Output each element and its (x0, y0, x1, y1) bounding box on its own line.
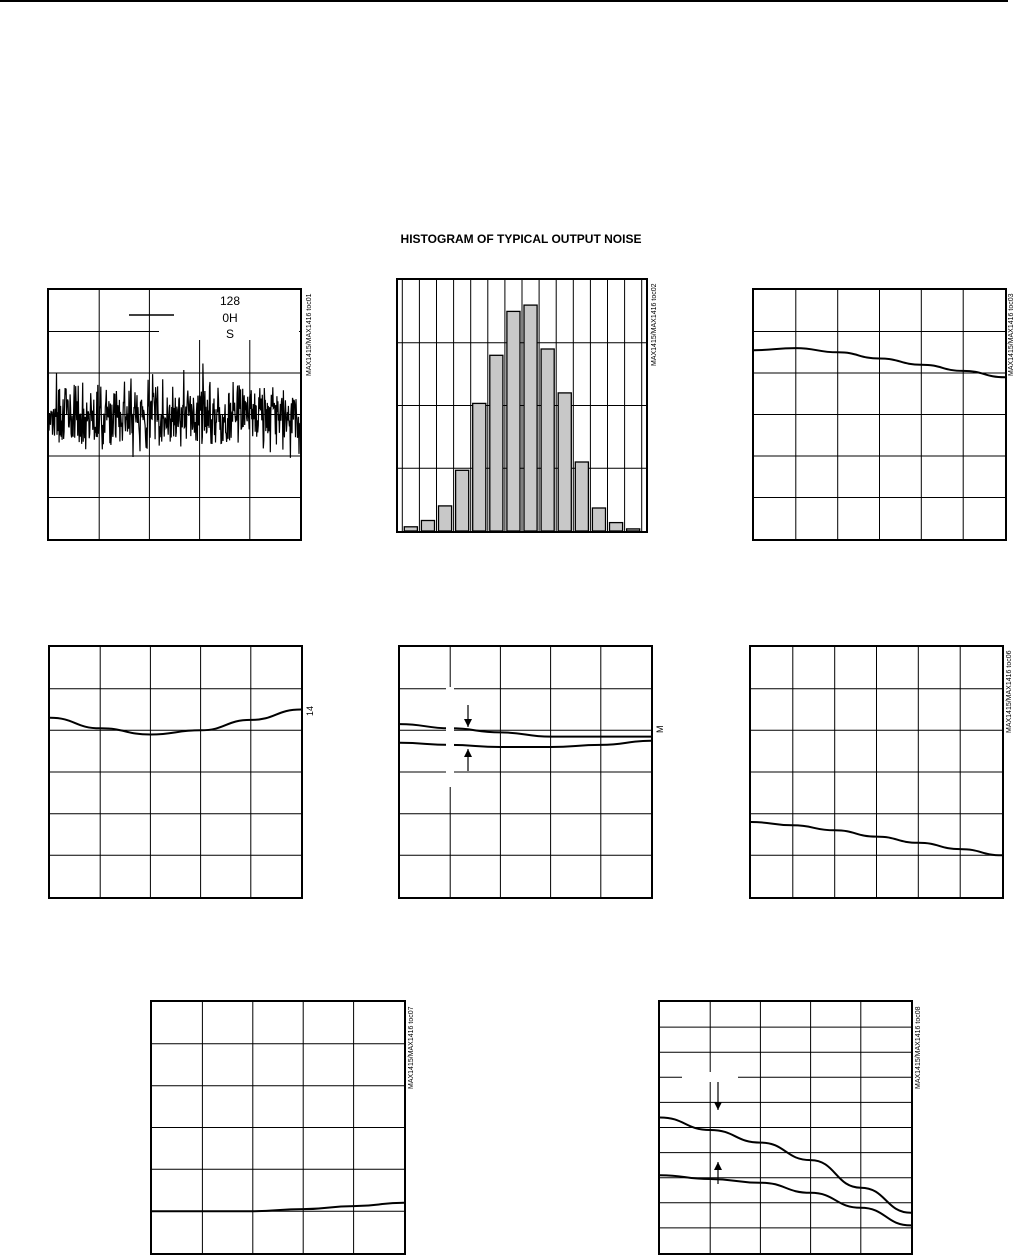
plot-toc05 (398, 645, 653, 899)
plot-toc02 (396, 278, 648, 533)
plot-toc04 (48, 645, 303, 899)
toc02-bar (404, 527, 417, 531)
toc08-arrowhead-down (714, 1102, 722, 1110)
tag-toc08: MAX1415/MAX1416 toc08 (915, 1006, 922, 1089)
toc02-bar (490, 355, 503, 531)
toc02-bar (627, 529, 640, 531)
plot-toc07 (150, 1000, 406, 1255)
tag-toc02: MAX1415/MAX1416 toc02 (651, 283, 658, 366)
toc08-gap (682, 1072, 738, 1082)
tag-toc05: M (655, 725, 665, 733)
toc02-bar (558, 393, 571, 531)
legend-value-1: 128 (219, 294, 241, 308)
toc05-gap (446, 687, 454, 787)
plot-toc08 (658, 1000, 913, 1255)
plot-toc03 (752, 288, 1007, 541)
tag-toc03: MAX1415/MAX1416 toc03 (1008, 293, 1015, 376)
plot-toc05-svg (400, 647, 651, 897)
toc07-curve-line (152, 1203, 404, 1211)
tag-toc06: MAX1415/MAX1416 toc06 (1006, 650, 1013, 733)
toc02-bar (575, 462, 588, 531)
toc02-bar (473, 403, 486, 531)
toc02-bar (507, 311, 520, 531)
toc05-arrowhead-down (464, 719, 472, 727)
plot-toc03-svg (754, 290, 1005, 539)
header-rule (0, 0, 1008, 2)
legend-value-2: 0H (222, 311, 238, 325)
plot-toc08-svg (660, 1002, 911, 1253)
plot-toc04-svg (50, 647, 301, 897)
plot-toc02-svg (398, 280, 646, 531)
toc02-bar (541, 349, 554, 531)
toc02-bar (610, 523, 623, 531)
plot-toc06-svg (751, 647, 1002, 897)
toc01-noise-line (49, 364, 300, 458)
toc05-lower-line (400, 741, 651, 747)
plot-toc06 (749, 645, 1004, 899)
toc08-upper-line (660, 1118, 911, 1213)
plot-toc07-svg (152, 1002, 404, 1253)
toc02-bar (524, 305, 537, 531)
toc08-arrowhead-up (714, 1162, 722, 1170)
toc05-arrowhead-up (464, 749, 472, 757)
toc02-bar (439, 506, 452, 531)
plot-toc01-svg (49, 290, 300, 539)
legend-value-3: S (225, 327, 234, 341)
tag-toc04: 14 (305, 705, 315, 716)
tag-toc07: MAX1415/MAX1416 toc07 (408, 1006, 415, 1089)
toc08-lower-line (660, 1175, 911, 1225)
plot-toc01 (47, 288, 302, 541)
toc02-bar (456, 470, 469, 531)
histogram-title: HISTOGRAM OF TYPICAL OUTPUT NOISE (400, 232, 642, 246)
toc02-bar (592, 508, 605, 531)
toc02-bar (421, 521, 434, 532)
tag-toc01: MAX1415/MAX1416 toc01 (306, 293, 313, 376)
